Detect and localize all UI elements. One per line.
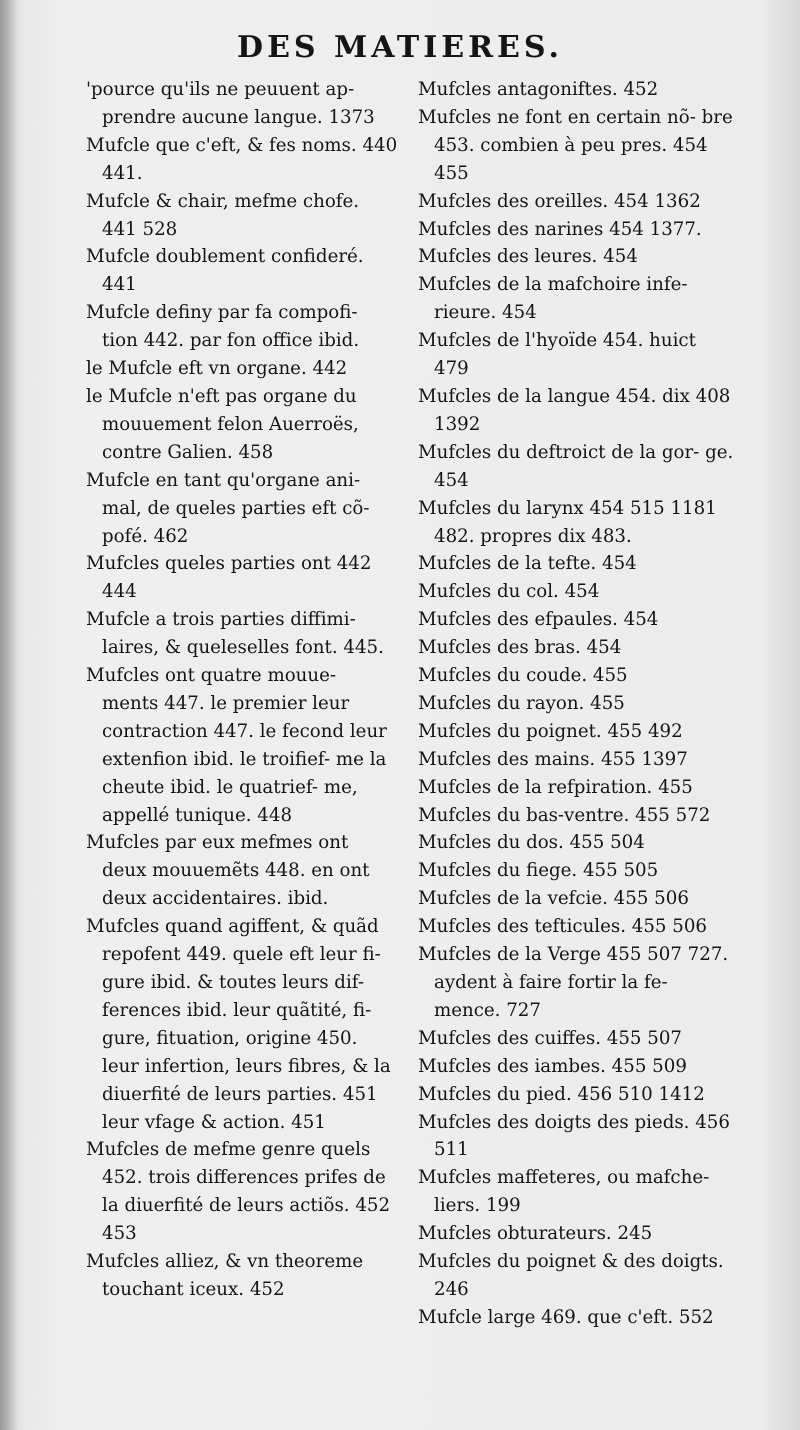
index-entry: Mufcles des tefticules. 455 506 [418,916,707,938]
index-entry: Mufcles des bras. 454 [418,637,622,659]
index-entry: 'pource qu'ils ne peuuent ap- prendre aucune langue. 1373 [86,79,375,128]
index-entry: Mufcle large 469. que c'eft. 552 [418,1306,714,1328]
index-entry: Mufcles du dos. 455 504 [418,832,645,854]
index-entry: Mufcles des oreilles. 454 1362 [418,190,701,212]
index-entry: Mufcles des mains. 455 1397 [418,748,688,770]
index-column-right [418,76,734,1332]
index-entry: Mufcles de la refpiration. 455 [418,776,693,798]
index-entry: Mufcles ne font en certain nõ- bre 453. combien à peu pres. 454 455 [418,106,733,184]
index-entry: Mufcles de la vefcie. 455 506 [418,888,689,910]
index-entry: Mufcles du rayon. 455 [418,692,625,714]
index-entry: Mufcles des efpaules. 454 [418,609,659,631]
index-entry: Mufcles du poignet. 455 492 [418,720,683,742]
index-entry: Mufcles de mefme genre quels 452. trois differences prifes de la diuerfité de leurs actiõs. 452 453 [86,1139,391,1245]
index-entry: Mufcles de l'hyoïde 454. huict 479 [418,330,696,380]
index-entry: Mufcles du deftroict de la gor- ge. 454 [418,441,734,491]
index-entry: Mufcles des leures. 454 [418,246,638,268]
index-entry: Mufcles de la langue 454. dix 408 1392 [418,385,731,435]
index-entry: Mufcles du pied. 456 510 1412 [418,1083,705,1105]
index-entry: Mufcle en tant qu'organe ani- mal, de queles parties eft cõ- pofé. 462 [86,469,370,547]
index-entry: Mufcles maffeteres, ou mafche- liers. 199 [418,1167,710,1217]
index-entry: Mufcles de la mafchoire infe- rieure. 454 [418,274,688,324]
index-entry: Mufcles des iambes. 455 509 [418,1055,687,1077]
index-entry: Mufcles de la Verge 455 507 727. aydent à faire fortir la fe- mence. 727 [418,944,729,1021]
index-entry: Mufcle definy par fa compofi- tion 442. par fon office ibid. [86,302,360,352]
index-entry: Mufcles du larynx 454 515 1181 482. propres dix 483. [418,497,717,547]
index-entry: Mufcles antagoniftes. 452 [418,79,659,100]
running-head: DES MATIERES. [237,30,563,65]
index-entry: Mufcles obturateurs. 245 [418,1223,653,1245]
index-entry: le Mufcle n'eft pas organe du mouuement felon Auerroës, contre Galien. 458 [86,385,359,463]
index-entry: Mufcles des narines 454 1377. [418,218,702,240]
index-column-left [86,76,398,1304]
index-entry: Mufcles queles parties ont 442 444 [86,553,372,603]
gutter-shadow [0,0,18,1430]
index-entry: Mufcles du coude. 455 [418,665,628,687]
index-entry: Mufcle que c'eft, & fes noms. 440 441. [86,134,398,184]
index-entry: Mufcles du fiege. 455 505 [418,860,659,882]
index-entry: Mufcles ont quatre mouue- ments 447. le premier leur contraction 447. le fecond leur extenfion ibid. le troifief- me la cheute ibid. le quatrief- me, appellé tunique. 448 [86,665,387,826]
index-entry: Mufcle doublement confideré. 441 [86,246,364,296]
index-entry: Mufcles alliez, & vn theoreme touchant iceux. 452 [86,1251,364,1300]
index-entry: Mufcles du bas-ventre. 455 572 [418,804,711,826]
index-entry: Mufcle a trois parties diffimi- laires, & queleselles font. 445. [86,609,384,659]
index-entry: Mufcles du poignet & des doigts. 246 [418,1251,724,1300]
index-entry: Mufcles du col. 454 [418,581,600,603]
index-entry: Mufcles des doigts des pieds. 456 511 [418,1111,730,1161]
index-entry: Mufcles de la tefte. 454 [418,553,637,575]
index-entry: Mufcle & chair, mefme chofe. 441 528 [86,190,360,240]
index-entry: Mufcles par eux mefmes ont deux mouuemẽts 448. en ont deux accidentaires. ibid. [86,832,370,910]
index-entry: le Mufcle eft vn organe. 442 [86,358,348,380]
index-entry: Mufcles des cuiffes. 455 507 [418,1027,682,1049]
index-entry: Mufcles quand agiffent, & quãd repofent 449. quele eft leur fi- gure ibid. & toutes leurs dif- ferences ibid. leur quãtité, fi- gure, fituation, origine 450. leur infertion, leurs fibres, & la diuerfité de leurs parties. 451 leur vfage & action. 451 [86,916,391,1133]
